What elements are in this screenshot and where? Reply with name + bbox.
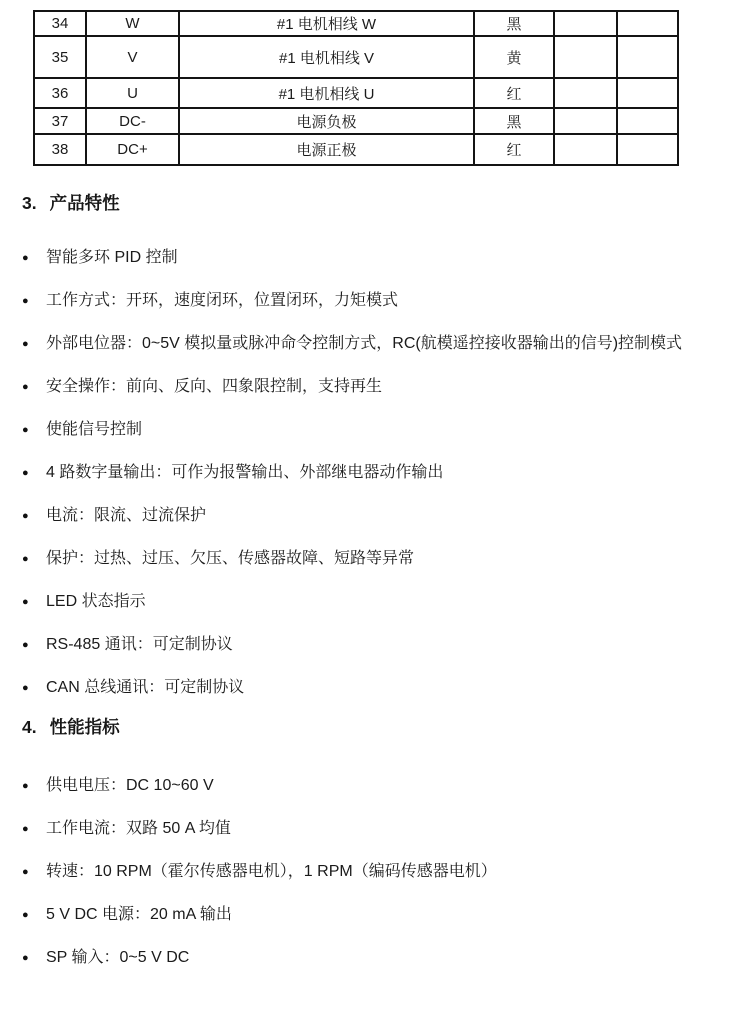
empty-cell-2 xyxy=(617,11,678,36)
empty-cell-2 xyxy=(617,134,678,165)
empty-cell-1 xyxy=(554,134,617,165)
bullet-icon: ● xyxy=(22,682,29,694)
wire-color-cell: 红 xyxy=(474,134,554,165)
list-item xyxy=(22,855,720,889)
pin-number-cell: 35 xyxy=(34,36,86,78)
bullet-icon: ● xyxy=(22,866,29,878)
bullet-icon: ● xyxy=(22,424,29,436)
pin-desc-cell: #1 电机相线 U xyxy=(179,78,474,108)
wire-color-cell: 黄 xyxy=(474,36,554,78)
empty-cell-2 xyxy=(617,78,678,108)
bullet-text: RS-485 通讯：可定制协议 xyxy=(46,636,233,653)
pin-desc-cell: #1 电机相线 W xyxy=(179,11,474,36)
wire-color-cell: 红 xyxy=(474,78,554,108)
bullet-text: 4 路数字量输出：可作为报警输出、外部继电器动作输出 xyxy=(46,464,444,481)
section-title: 产品特性 xyxy=(49,193,120,213)
bullet-icon: ● xyxy=(22,596,29,608)
empty-cell-2 xyxy=(617,108,678,134)
pin-number-cell: 36 xyxy=(34,78,86,108)
bullet-text: SP 输入：0~5 V DC xyxy=(46,949,190,966)
bullet-text: 转速：10 RPM（霍尔传感器电机），1 RPM（编码传感器电机） xyxy=(46,863,497,880)
list-item xyxy=(22,585,720,619)
wiring-table xyxy=(33,10,679,166)
bullet-icon: ● xyxy=(22,338,29,350)
pin-label-cell: W xyxy=(86,11,179,36)
bullet-icon: ● xyxy=(22,467,29,479)
features-bullet-list xyxy=(22,241,720,705)
pin-number-cell: 38 xyxy=(34,134,86,165)
wire-color-cell: 黑 xyxy=(474,11,554,36)
list-item xyxy=(22,898,720,932)
list-item xyxy=(22,413,720,447)
section-title: 性能指标 xyxy=(49,717,120,737)
list-item xyxy=(22,769,720,803)
pin-desc-cell: 电源正极 xyxy=(179,134,474,165)
bullet-text: 供电电压：DC 10~60 V xyxy=(46,777,214,794)
table-row xyxy=(34,11,678,36)
pin-number-cell: 34 xyxy=(34,11,86,36)
bullet-text: 使能信号控制 xyxy=(46,421,143,438)
document-body xyxy=(0,190,750,975)
empty-cell-1 xyxy=(554,11,617,36)
list-item xyxy=(22,327,720,361)
empty-cell-1 xyxy=(554,108,617,134)
list-item xyxy=(22,941,720,975)
list-item xyxy=(22,456,720,490)
pin-label-cell: U xyxy=(86,78,179,108)
wire-color-cell: 黑 xyxy=(474,108,554,134)
empty-cell-1 xyxy=(554,36,617,78)
bullet-icon: ● xyxy=(22,780,29,792)
bullet-icon: ● xyxy=(22,252,29,264)
bullet-text: LED 状态指示 xyxy=(46,593,146,610)
bullet-text: 5 V DC 电源：20 mA 输出 xyxy=(46,906,232,923)
pin-label-cell: DC+ xyxy=(86,134,179,165)
list-item xyxy=(22,284,720,318)
bullet-text: 智能多环 PID 控制 xyxy=(46,249,178,266)
pin-number-cell: 37 xyxy=(34,108,86,134)
pin-desc-cell: 电源负极 xyxy=(179,108,474,134)
bullet-icon: ● xyxy=(22,553,29,565)
pin-desc-cell: #1 电机相线 V xyxy=(179,36,474,78)
pin-label-cell: DC- xyxy=(86,108,179,134)
table-row xyxy=(34,108,678,134)
section-number: 4. xyxy=(22,717,37,737)
bullet-text: 安全操作：前向、反向、四象限控制，支持再生 xyxy=(46,378,383,395)
list-item xyxy=(22,628,720,662)
empty-cell-1 xyxy=(554,78,617,108)
list-item xyxy=(22,812,720,846)
bullet-icon: ● xyxy=(22,381,29,393)
section-heading-features xyxy=(22,190,720,215)
bullet-icon: ● xyxy=(22,909,29,921)
list-item xyxy=(22,241,720,275)
list-item xyxy=(22,671,720,705)
bullet-icon: ● xyxy=(22,639,29,651)
list-item xyxy=(22,499,720,533)
table-row xyxy=(34,36,678,78)
bullet-text: 工作方式：开环，速度闭环，位置闭环，力矩模式 xyxy=(46,292,399,309)
bullet-text: 工作电流：双路 50 A 均值 xyxy=(46,820,231,837)
table-row xyxy=(34,78,678,108)
bullet-text: 电流：限流、过流保护 xyxy=(46,507,207,524)
bullet-icon: ● xyxy=(22,952,29,964)
bullet-text: 保护：过热、过压、欠压、传感器故障、短路等异常 xyxy=(46,550,415,567)
bullet-icon: ● xyxy=(22,295,29,307)
section-heading-performance xyxy=(22,714,720,739)
bullet-icon: ● xyxy=(22,510,29,522)
pin-label-cell: V xyxy=(86,36,179,78)
bullet-text: CAN 总线通讯：可定制协议 xyxy=(46,679,245,696)
section-number: 3. xyxy=(22,193,37,213)
table-row xyxy=(34,134,678,165)
list-item xyxy=(22,542,720,576)
performance-bullet-list xyxy=(22,769,720,975)
empty-cell-2 xyxy=(617,36,678,78)
list-item xyxy=(22,370,720,404)
bullet-text: 外部电位器：0~5V 模拟量或脉冲命令控制方式，RC(航模遥控接收器输出的信号)控制模式 xyxy=(46,335,683,352)
bullet-icon: ● xyxy=(22,823,29,835)
